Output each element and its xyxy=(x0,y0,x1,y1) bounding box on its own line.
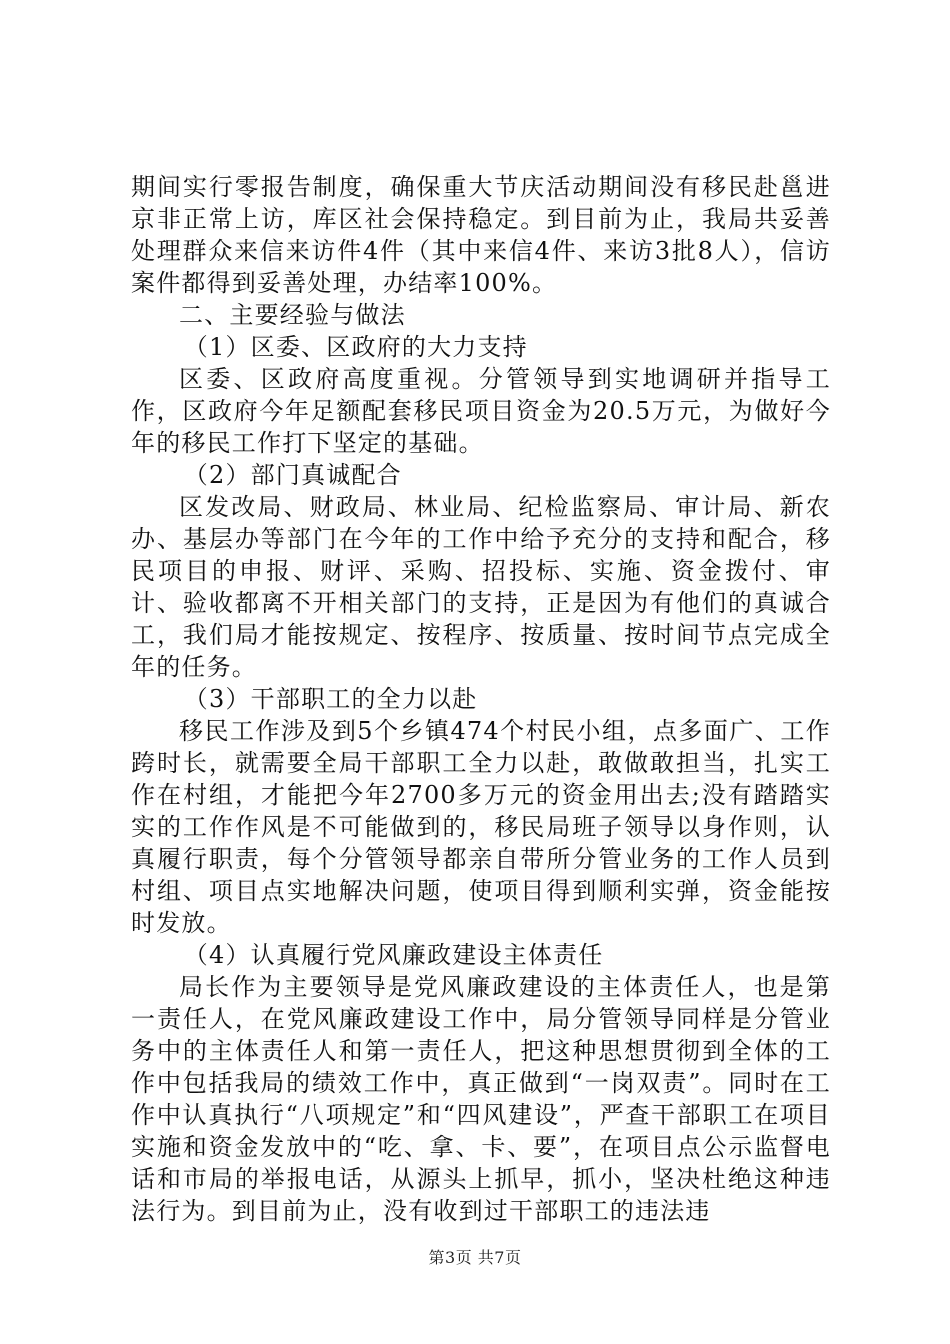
paragraph-department-cooperation: 区发改局、财政局、林业局、纪检监察局、审计局、新农办、基层办等部门在今年的工作中给予充分的支持和配合，移民项目的申报、财评、采购、招投标、实施、资金拨付、审计、验收都离不开相关部门的支持，正是因为有他们的真诚合工，我们局才能按规定、按程序、按质量、按时间节点完成全年的任务。 xyxy=(131,493,831,681)
document-body xyxy=(131,171,831,1227)
subheading-department-cooperation: （2）部门真诚配合 xyxy=(183,461,402,489)
subheading-party-integrity: （4）认真履行党风廉政建设主体责任 xyxy=(183,941,604,969)
paragraph-staff-effort: 移民工作涉及到5个乡镇474个村民小组，点多面广、工作跨时长，就需要全局干部职工全力以赴，敢做敢担当，扎实工作在村组，才能把今年2700多万元的资金用出去;没有踏踏实实的工作作风是不可能做到的，移民局班子领导以身作则，认真履行职责，每个分管领导都亲自带所分管业务的工作人员到村组、项目点实地解决问题，使项目得到顺利实弹，资金能按时发放。 xyxy=(131,717,831,937)
paragraph-government-support: 区委、区政府高度重视。分管领导到实地调研并指导工作，区政府今年足额配套移民项目资金为20.5万元，为做好今年的移民工作打下坚定的基础。 xyxy=(131,365,831,457)
paragraph-party-integrity: 局长作为主要领导是党风廉政建设的主体责任人，也是第一责任人，在党风廉政建设工作中，局分管领导同样是分管业务中的主体责任人和第一责任人，把这种思想贯彻到全体的工作中包括我局的绩效工作中，真正做到“一岗双责”。同时在工作中认真执行“八项规定”和“四风建设”，严查干部职工在项目实施和资金发放中的“吃、拿、卡、要”，在项目点公示监督电话和市局的举报电话，从源头上抓早，抓小，坚决杜绝这种违法行为。到目前为止，没有收到过干部职工的违法违 xyxy=(131,973,831,1225)
page-number-footer: 第3页 共7页 xyxy=(428,1248,522,1267)
section-heading-experience: 二、主要经验与做法 xyxy=(179,301,406,329)
subheading-staff-effort: （3）干部职工的全力以赴 xyxy=(183,685,478,713)
subheading-government-support: （1）区委、区政府的大力支持 xyxy=(183,333,528,361)
paragraph-petition-summary: 期间实行零报告制度，确保重大节庆活动期间没有移民赴邕进京非正常上访，库区社会保持稳定。到目前为止，我局共妥善处理群众来信来访件4件（其中来信4件、来访3批8人），信访案件都得到妥善处理，办结率100%。 xyxy=(131,173,831,297)
